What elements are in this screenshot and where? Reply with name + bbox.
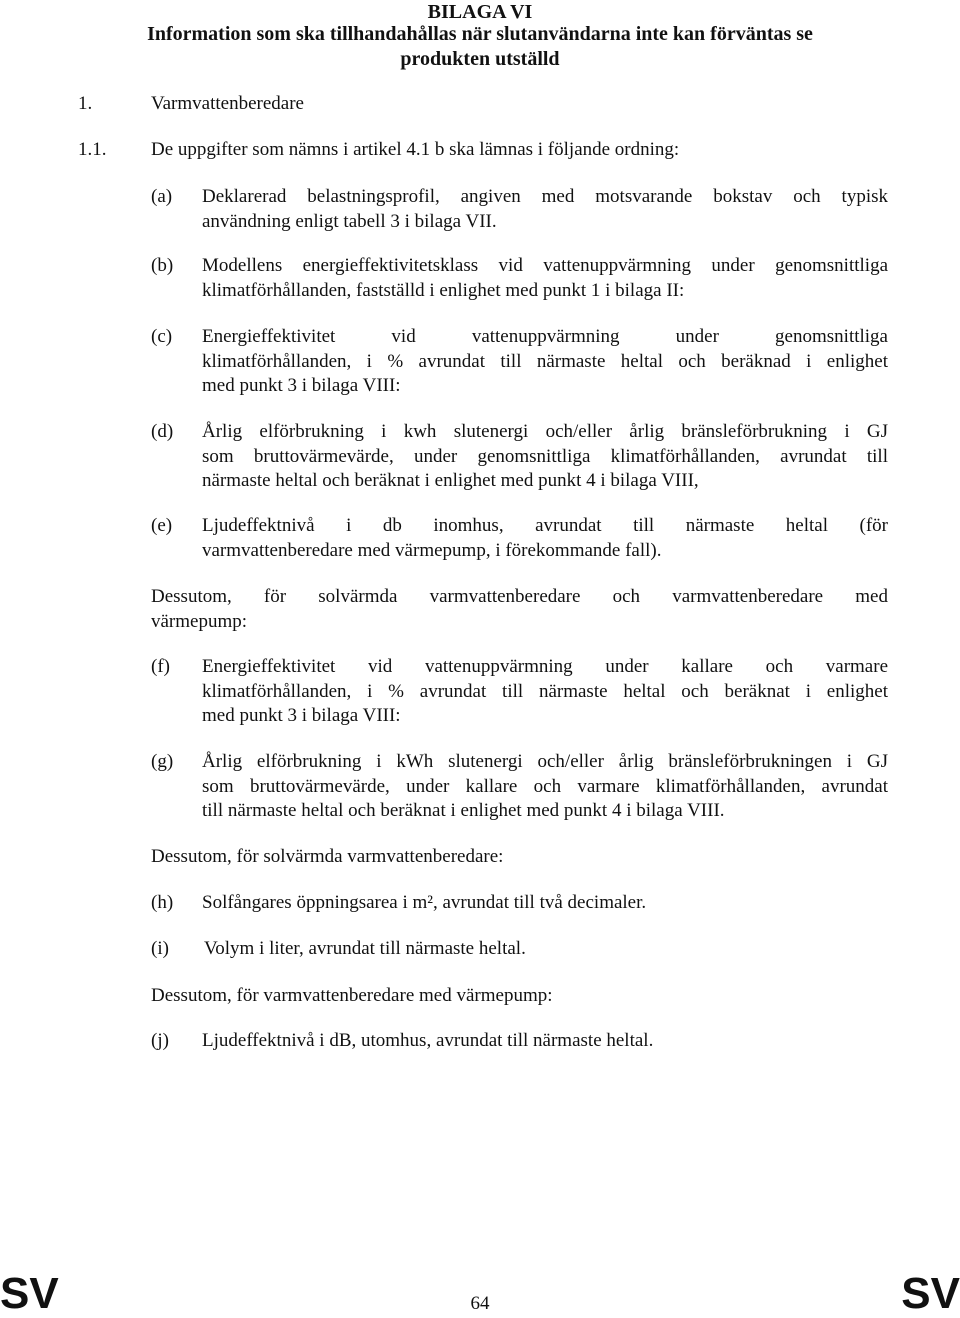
page-number: 64: [470, 1293, 490, 1314]
item-e-line-1: Ljudeffektnivå i db inomhus, avrundat till närmaste heltal (för: [202, 515, 888, 536]
item-c-line-1: Energieffektivitet vid vattenuppvärmning under genomsnittliga: [202, 326, 888, 347]
item-f-line-2: klimatförhållanden, i % avrundat till närmaste heltal och beräknat i enlighet: [202, 680, 888, 702]
paragraph-solar-and-heatpump: [151, 585, 888, 634]
item-f-label: (f): [151, 656, 170, 677]
item-f-text: [202, 655, 888, 729]
item-d-line-3: närmaste heltal och beräknat i enlighet med punkt 4 i bilaga VIII,: [202, 470, 699, 491]
item-c-label: (c): [151, 326, 173, 347]
item-d-label: (d): [151, 421, 174, 442]
item-a-text: [202, 185, 888, 234]
item-a-label: (a): [151, 186, 173, 207]
item-f-line-3: med punkt 3 i bilaga VIII:: [202, 705, 401, 726]
item-i-label: (i): [151, 938, 169, 959]
item-i-text: Volym i liter, avrundat till närmaste heltal.: [204, 938, 526, 959]
document-title-line-2: produkten utställd: [400, 48, 560, 70]
item-e-line-2: varmvattenberedare med värmepump, i förekommande fall).: [202, 539, 662, 561]
item-b-label: (b): [151, 255, 174, 276]
language-code-left: SV: [0, 1269, 59, 1318]
item-g-label: (g): [151, 751, 174, 772]
item-j-text: Ljudeffektnivå i dB, utomhus, avrundat till närmaste heltal.: [202, 1030, 654, 1051]
document-title-line-1: Information som ska tillhandahållas när slutanvändarna inte kan förväntas se: [147, 23, 813, 45]
item-h-label: (h): [151, 892, 174, 913]
item-a-line-1: Deklarerad belastningsprofil, angiven med motsvarande bokstav och typisk: [202, 186, 888, 207]
item-e-label: (e): [151, 515, 173, 536]
paragraph-heatpump: Dessutom, för varmvattenberedare med värmepump:: [151, 985, 553, 1006]
item-g-line-2: som bruttovärmevärde, under kallare och varmare klimatförhållanden, avrundat: [202, 775, 888, 797]
subsection-number: 1.1.: [78, 139, 107, 160]
language-code-right: SV: [901, 1269, 960, 1318]
paragraph-solar-and-heatpump-line-1: Dessutom, för solvärmda varmvattenberedare och varmvattenberedare med: [151, 586, 888, 607]
annex-title: BILAGA VI: [427, 1, 533, 23]
section-number: 1.: [78, 93, 93, 114]
item-d-text: [202, 420, 888, 494]
item-c-text: [202, 325, 888, 399]
item-g-line-3: till närmaste heltal och beräknat i enlighet med punkt 4 i bilaga VIII.: [202, 800, 725, 821]
item-d-line-2: som bruttovärmevärde, under genomsnittliga klimatförhållanden, avrundat till: [202, 445, 888, 467]
item-d-line-1: Årlig elförbrukning i kwh slutenergi och/eller årlig bränsleförbrukning i GJ: [202, 421, 888, 442]
paragraph-solar-and-heatpump-line-2: värmepump:: [151, 610, 248, 632]
subsection-text: De uppgifter som nämns i artikel 4.1 b ska lämnas i följande ordning:: [151, 139, 680, 160]
item-b-line-2: klimatförhållanden, fastställd i enlighet med punkt 1 i bilaga II:: [202, 279, 685, 301]
item-g-line-1: Årlig elförbrukning i kWh slutenergi och/eller årlig bränsleförbrukningen i GJ: [202, 751, 888, 772]
item-e-text: [202, 514, 888, 563]
item-g-text: [202, 750, 888, 824]
item-j-label: (j): [151, 1030, 169, 1051]
item-a-line-2: användning enligt tabell 3 i bilaga VII.: [202, 210, 497, 232]
item-b-line-1: Modellens energieffektivitetsklass vid vattenuppvärmning under genomsnittliga: [202, 255, 888, 276]
item-h-text: Solfångares öppningsarea i m², avrundat till två decimaler.: [202, 892, 647, 913]
item-c-line-2: klimatförhållanden, i % avrundat till närmaste heltal och beräknad i enlighet: [202, 350, 888, 372]
item-b-text: [202, 254, 888, 303]
paragraph-solar: Dessutom, för solvärmda varmvattenberedare:: [151, 846, 504, 867]
item-c-line-3: med punkt 3 i bilaga VIII:: [202, 375, 401, 396]
item-f-line-1: Energieffektivitet vid vattenuppvärmning under kallare och varmare: [202, 656, 888, 677]
section-title: Varmvattenberedare: [151, 93, 304, 114]
